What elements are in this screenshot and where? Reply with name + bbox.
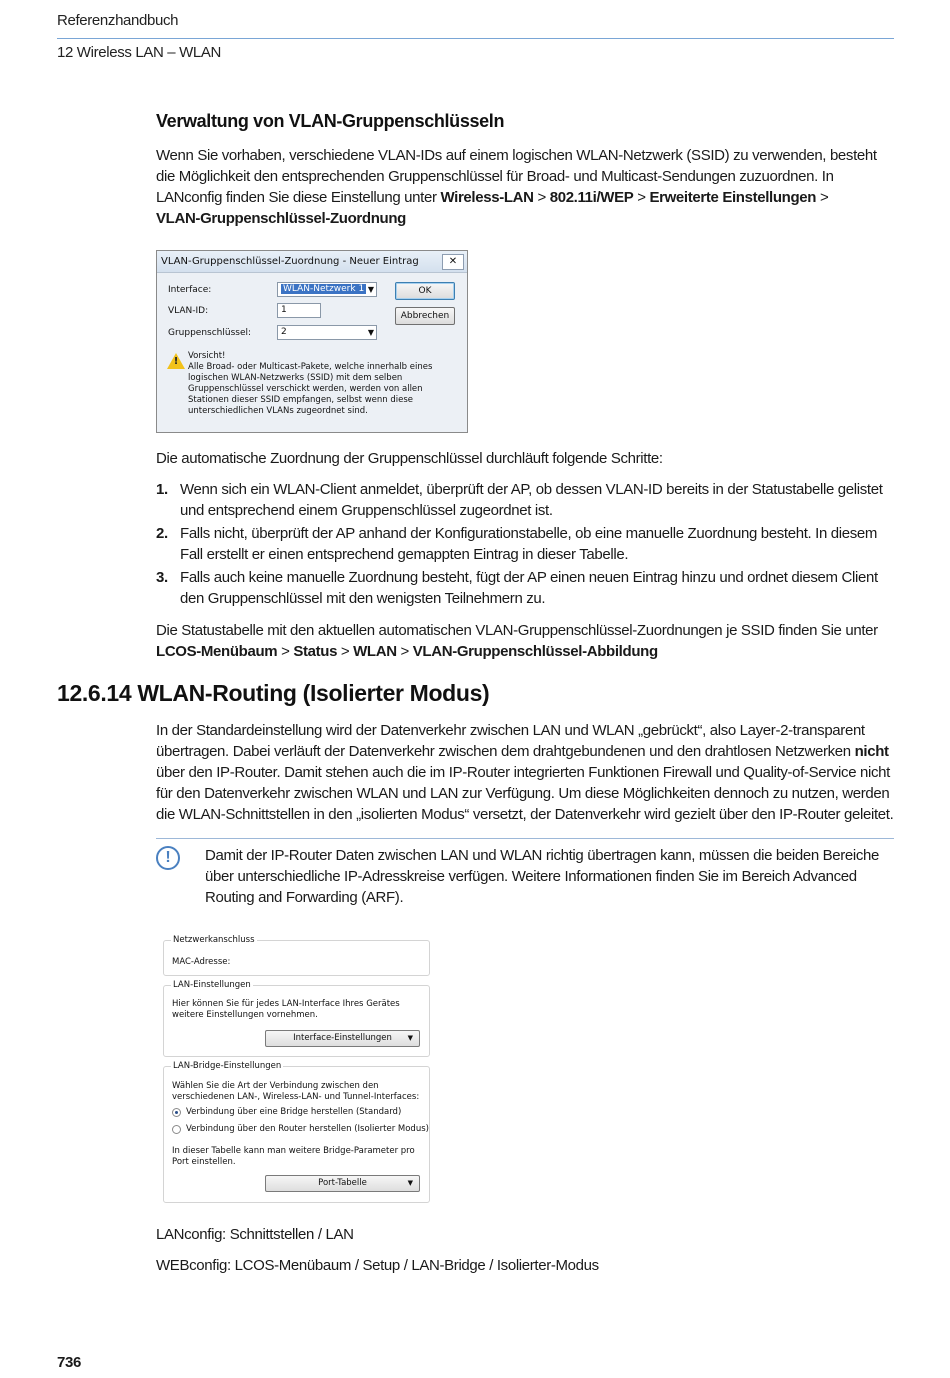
- list-number: 2.: [156, 525, 168, 542]
- groupkey-select[interactable]: [277, 325, 377, 340]
- warning-title: Vorsicht!: [188, 351, 226, 361]
- group-title: LAN-Bridge-Einstellungen: [173, 1061, 282, 1071]
- list-number: 3.: [156, 569, 168, 586]
- status-text: Die Statustabelle mit den aktuellen automatischen VLAN-Gruppenschlüssel-Zuordnungen je SSID finden Sie unter: [156, 622, 878, 639]
- close-icon[interactable]: ✕: [442, 254, 464, 270]
- running-header-book: Referenzhandbuch: [57, 12, 179, 29]
- path-separator: >: [277, 643, 294, 660]
- radio-router[interactable]: [172, 1125, 181, 1134]
- section-title-vlan: Verwaltung von VLAN-Gruppenschlüsseln: [156, 111, 505, 131]
- radio-bridge-label: Verbindung über eine Bridge herstellen (Standard): [186, 1107, 402, 1117]
- lanconfig-path: LANconfig: Schnittstellen / LAN: [156, 1226, 354, 1243]
- vlanid-label: VLAN-ID:: [168, 306, 209, 316]
- running-header-chapter: 12 Wireless LAN – WLAN: [57, 44, 222, 61]
- warning-text: Alle Broad- oder Multicast-Pakete, welche innerhalb eines logischen WLAN-Netzwerks (SSID) mit dem selben Gruppenschlüssel verschickt werden, werden von allen Stationen dieser SSID empfangen, selbst wenn diese unterschiedlichen VLANs zugeordnet sind.: [188, 362, 433, 416]
- webconfig-path: WEBconfig: LCOS-Menübaum / Setup / LAN-Bridge / Isolierter-Modus: [156, 1257, 599, 1274]
- group-lan-einstellungen: [163, 980, 430, 1057]
- dialog-titlebar: [157, 251, 467, 273]
- menu-path-lcos: LCOS-Menübaum: [156, 643, 278, 660]
- group-title: LAN-Einstellungen: [173, 980, 251, 990]
- menu-path-vlan-abbildung: VLAN-Gruppenschlüssel-Abbildung: [412, 643, 658, 660]
- bridge-intro-text: Wählen Sie die Art der Verbindung zwischen den verschiedenen LAN-, Wireless-LAN- und Tunnel-Interfaces:: [172, 1081, 420, 1102]
- path-separator: >: [533, 189, 550, 206]
- vlan-intro-paragraph: [156, 145, 896, 229]
- group-netzwerkanschluss: [163, 935, 430, 976]
- cancel-button[interactable]: Abbrechen: [395, 307, 455, 325]
- vlanid-input[interactable]: 1: [277, 303, 321, 318]
- menu-path-80211i: 802.11i/WEP: [549, 189, 634, 206]
- routing-paragraph: [156, 720, 896, 825]
- routing-text-post: über den IP-Router. Damit stehen auch die im IP-Router integrierten Funktionen Firewall und Quality-of-Service nicht für den Datenverkehr zwischen WLAN und LAN zur Verfügung. Um diese Möglichkeiten dennoch zu nutzen, werden die WLAN-Schnittstellen in den „isolierten Modus“ versetzt, der Datenverkehr wird gezielt über den IP-Router geleitet.: [156, 764, 894, 823]
- interface-select[interactable]: [277, 282, 377, 297]
- groupkey-label: Gruppenschlüssel:: [168, 328, 252, 338]
- info-exclamation-icon: !: [156, 846, 180, 870]
- dialog-warning: [188, 351, 460, 417]
- menu-path-wlan: WLAN: [353, 643, 397, 660]
- radio-bridge[interactable]: [172, 1108, 181, 1117]
- bridge-table-text: In dieser Tabelle kann man weitere Bridge-Parameter pro Port einstellen.: [172, 1146, 415, 1167]
- interface-label: Interface:: [168, 285, 212, 295]
- menu-path-erweitert: Erweiterte Einstellungen: [649, 189, 817, 206]
- menu-path-status: Status: [293, 643, 338, 660]
- vlan-groupkey-dialog: [156, 250, 468, 433]
- path-separator: >: [816, 189, 829, 206]
- path-separator: >: [633, 189, 650, 206]
- note-rule: [156, 838, 894, 839]
- menu-path-wireless-lan: Wireless-LAN: [440, 189, 534, 206]
- group-title: Netzwerkanschluss: [173, 935, 255, 945]
- chevron-down-icon: ▼: [407, 1179, 413, 1187]
- list-text: Falls nicht, überprüft der AP anhand der Konfigurationstabelle, ob eine manuelle Zuordnung besteht. In diesem Fall erstellt er einen entsprechend gemappten Eintrag in dieser Tabelle.: [180, 525, 878, 563]
- list-text: Falls auch keine manuelle Zuordnung besteht, fügt der AP einen neuen Eintrag hinzu und ordnet diesem Client den Gruppenschlüssel mit den wenigsten Teilnehmern zu.: [180, 569, 878, 607]
- groupkey-value: 2: [281, 327, 287, 337]
- routing-text-pre: In der Standardeinstellung wird der Datenverkehr zwischen LAN und WLAN „gebrückt“, also Layer-2-transparent übertragen. Dabei verläuft der Datenverkehr zwischen dem drahtgebundenen und den drahtlosen Netzwerken: [156, 722, 865, 760]
- lan-settings-text: Hier können Sie für jedes LAN-Interface Ihres Gerätes weitere Einstellungen vornehmen.: [172, 999, 400, 1020]
- note-text: Damit der IP-Router Daten zwischen LAN und WLAN richtig übertragen kann, müssen die beiden Bereiche über unterschiedliche IP-Adresskreise verfügen. Weitere Informationen finden Sie im Bereich Advanced Routing and Forwarding (ARF).: [205, 847, 880, 906]
- list-number: 1.: [156, 481, 168, 498]
- list-text: Wenn sich ein WLAN-Client anmeldet, überprüft der AP, ob dessen VLAN-ID bereits in der Statustabelle gelistet und entsprechend einem Gruppenschlüssel zugeordnet ist.: [180, 481, 883, 519]
- button-label: Port-Tabelle: [318, 1178, 367, 1188]
- mac-address-label: MAC-Adresse:: [172, 957, 231, 967]
- port-table-button[interactable]: [265, 1175, 420, 1192]
- chevron-down-icon: ▼: [407, 1034, 413, 1042]
- warning-icon-mark: !: [173, 356, 179, 367]
- button-label: Interface-Einstellungen: [293, 1033, 392, 1043]
- path-separator: >: [337, 643, 354, 660]
- group-lan-bridge: [163, 1061, 430, 1203]
- radio-router-label: Verbindung über den Router herstellen (Isolierter Modus): [186, 1124, 429, 1134]
- interface-settings-button[interactable]: [265, 1030, 420, 1047]
- steps-intro: Die automatische Zuordnung der Gruppenschlüssel durchläuft folgende Schritte:: [156, 450, 663, 467]
- vlan-intro-text: Wenn Sie vorhaben, verschiedene VLAN-IDs auf einem logischen WLAN-Netzwerk (SSID) zu verwenden, besteht die Möglichkeit den entsprechenden Gruppenschlüssel für Broad- und Multicast-Sendungen zuzuordnen. In LANconfig finden Sie diese Einstellung unter: [156, 147, 877, 206]
- page-number: 736: [57, 1354, 81, 1371]
- path-separator: >: [396, 643, 413, 660]
- chevron-down-icon: ▼: [367, 285, 374, 294]
- interface-value: WLAN-Netzwerk 1: [283, 284, 365, 294]
- header-rule: [57, 38, 894, 39]
- status-paragraph: [156, 620, 896, 662]
- ok-button[interactable]: OK: [395, 282, 455, 300]
- chevron-down-icon: ▼: [367, 328, 374, 337]
- section-title-routing: 12.6.14 WLAN-Routing (Isolierter Modus): [57, 680, 490, 706]
- menu-path-vlan-zuordnung: VLAN-Gruppenschlüssel-Zuordnung: [156, 210, 406, 227]
- routing-text-bold: nicht: [854, 743, 889, 760]
- dialog-title: VLAN-Gruppenschlüssel-Zuordnung - Neuer Eintrag: [161, 256, 419, 267]
